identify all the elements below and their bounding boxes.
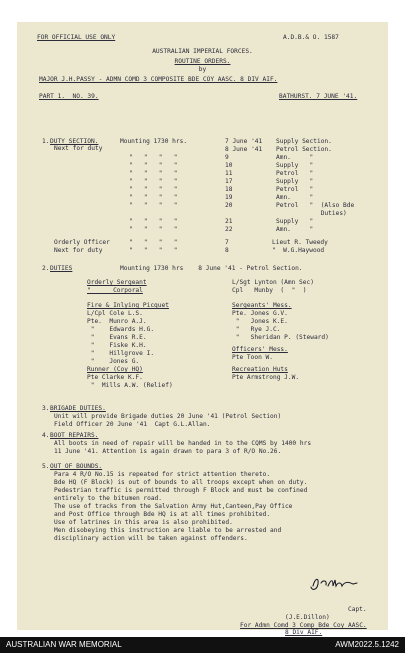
- duty-row-unit: Petrol Section.: [276, 146, 332, 153]
- duty-row-unit: Petrol " (Also Bde: [276, 202, 355, 209]
- officers-mess-heading: Officers' Mess.: [232, 346, 288, 353]
- recreation-heading: Recreation Huts: [232, 366, 288, 373]
- boot-repairs-line: All boots in need of repair will be handed in to the CQMS by 1400 hrs: [54, 440, 312, 447]
- orderly-corporal-name: Cpl Munby ( " ): [232, 287, 307, 294]
- duty-row-date: 20: [225, 202, 233, 209]
- runner-member: " Mills A.W. (Relief): [87, 382, 173, 389]
- runner-heading: Runner (Coy HQ): [87, 366, 143, 373]
- out-of-bounds-line: Men disobeying this instruction are liable to be arrested and: [54, 527, 282, 534]
- duty-row-ditto: " " " ": [129, 170, 178, 177]
- oo-row-date: 7: [225, 239, 229, 246]
- duty-section-heading: DUTY SECTION.: [50, 138, 99, 145]
- orderly-officer-label: Orderly Officer: [54, 239, 110, 246]
- signature-division: 8 Div AIF.: [285, 629, 323, 636]
- sergeants-mess-heading: Sergeants' Mess.: [232, 302, 292, 309]
- out-of-bounds-line: Use of latrines in this area is also prohibited.: [54, 519, 233, 526]
- sergeants-mess-member: " Jones K.E.: [232, 318, 288, 325]
- duty-row-date: 10: [225, 162, 233, 169]
- by-text: by: [198, 66, 207, 73]
- archive-item-number: AWM2022.5.1242: [335, 640, 399, 649]
- document-title: ROUTINE ORDERS.: [174, 58, 231, 65]
- duties-heading: DUTIES: [50, 265, 73, 272]
- force-title: AUSTRALIAN IMPERIAL FORCES.: [152, 48, 253, 55]
- mounting-time: Mounting 1730 hrs.: [120, 138, 188, 145]
- duty-row-ditto: " " " ": [129, 218, 178, 225]
- orderly-sergeant-label: Orderly Sergeant: [87, 279, 147, 286]
- signature-for-line: For Admn Comd 3 Comp Bde Coy AASC.: [240, 622, 367, 629]
- issuer-line: MAJOR J.H.PASSY - ADMN COMD 3 COMPOSITE BDE COY AASC. 8 DIV AIF.: [39, 76, 278, 83]
- duty-row-date: 17: [225, 178, 233, 185]
- sergeants-mess-member: " Rye J.C.: [232, 326, 281, 333]
- oo-row-name: " W.G.Haywood: [272, 247, 325, 254]
- handwritten-signature: [309, 574, 359, 594]
- out-of-bounds-heading: OUT OF BOUNDS.: [50, 463, 103, 470]
- oo-row-ditto: " " " ": [129, 247, 178, 254]
- oo-next-for-duty-label: Next for duty: [54, 247, 103, 254]
- section-number-1: 1.: [42, 138, 50, 145]
- fire-picquet-member: L/Cpl Cole L.S.: [87, 310, 143, 317]
- section-number-2: 2.: [42, 265, 50, 272]
- out-of-bounds-line: Pedestrian traffic is permitted through F Block and must be confined: [54, 487, 308, 494]
- duty-row-date: 21: [225, 218, 233, 225]
- duty-row-unit: Supply ": [276, 178, 314, 185]
- next-for-duty-label: Next for duty: [54, 145, 103, 152]
- duty-row-ditto: " " " ": [129, 226, 178, 233]
- brigade-duties-line: Unit will provide Brigade duties 20 June '41 (Petrol Section): [54, 413, 282, 420]
- fire-picquet-member: " Evans R.E.: [87, 334, 147, 341]
- duty-row-unit: Supply Section.: [276, 138, 332, 145]
- reference-number: A.D.B.& O. 1587: [283, 34, 339, 41]
- duty-row-date: 7 June '41: [225, 138, 263, 145]
- classification-text: FOR OFFICIAL USE ONLY: [37, 34, 116, 41]
- signature-name: (J.E.Dillon): [285, 614, 330, 621]
- sergeants-mess-member: " Sheridan P. (Steward): [232, 334, 329, 341]
- oo-row-date: 8: [225, 247, 229, 254]
- duty-row-unit: Petrol ": [276, 170, 314, 177]
- duty-row-ditto: " " " ": [129, 162, 178, 169]
- out-of-bounds-line: entirely to the bitumen road.: [54, 495, 163, 502]
- duty-row-ditto: " " " ": [129, 186, 178, 193]
- boot-repairs-line: 11 June '41. Attention is again drawn to para 3 of R/O No.26.: [54, 448, 282, 455]
- section-number-3: 3.: [42, 405, 50, 412]
- duty-row-date: 11: [225, 170, 233, 177]
- duty-row-unit: Amn. ": [276, 194, 314, 201]
- orderly-corporal-label: " Corporal: [87, 287, 143, 294]
- duty-row-ditto: " " " ": [129, 154, 178, 161]
- place-date: BATHURST. 7 JUNE '41.: [279, 93, 358, 100]
- boot-repairs-heading: BOOT REPAIRS.: [50, 432, 99, 439]
- duty-row-unit: Supply ": [276, 162, 314, 169]
- section-number-5: 5.: [42, 463, 50, 470]
- out-of-bounds-line: and Post Office through Bde HQ is at all times prohibited.: [54, 511, 271, 518]
- out-of-bounds-line: Bde HQ (F Block) is out of bounds to all troops except when on duty.: [54, 479, 308, 486]
- fire-picquet-member: Pte. Munro A.J.: [87, 318, 147, 325]
- duty-row-unit: Duties): [276, 210, 347, 217]
- officers-mess-member: Pte Toon W.: [232, 354, 273, 361]
- duty-row-ditto: " " " ": [129, 178, 178, 185]
- duty-row-unit: Supply ": [276, 218, 314, 225]
- duties-mounting: Mounting 1730 hrs 8 June '41 - Petrol Section.: [120, 265, 303, 272]
- orderly-sergeant-name: L/Sgt Lynton (Amn Sec): [232, 279, 314, 286]
- out-of-bounds-line: Para 4 R/O No.15 is repeated for strict attention thereto.: [54, 471, 271, 478]
- out-of-bounds-line: The use of tracks from the Salvation Army Hut,Canteen,Pay Office: [54, 503, 293, 510]
- fire-picquet-member: " Hillgrove I.: [87, 350, 155, 357]
- fire-picquet-heading: Fire & Inlying Picquet: [87, 302, 169, 309]
- signature-rank: Capt.: [348, 606, 367, 613]
- brigade-duties-heading: BRIGADE DUTIES.: [50, 405, 106, 412]
- duty-row-date: 8 June '41: [225, 146, 263, 153]
- out-of-bounds-line: disciplinary action will be taken against offenders.: [54, 535, 248, 542]
- duty-row-date: 22: [225, 226, 233, 233]
- duty-row-unit: Amn. ": [276, 154, 314, 161]
- duty-row-unit: Amn. ": [276, 226, 314, 233]
- runner-member: Pte Clarke K.F.: [87, 374, 143, 381]
- document-page: [17, 22, 388, 636]
- section-number-4: 4.: [42, 432, 50, 439]
- part-number: PART 1. NO. 39.: [39, 93, 99, 100]
- duty-row-date: 19: [225, 194, 233, 201]
- duty-row-date: 9: [225, 154, 229, 161]
- oo-row-ditto: " " " ": [129, 239, 178, 246]
- duty-row-ditto: " " " ": [129, 194, 178, 201]
- sergeants-mess-member: Pte. Jones G.V.: [232, 310, 288, 317]
- brigade-duties-line: Field Officer 20 June '41 Capt G.L.Allan.: [54, 421, 211, 428]
- fire-picquet-member: " Edwards H.G.: [87, 326, 155, 333]
- fire-picquet-member: " Fiske K.H.: [87, 342, 147, 349]
- archive-footer-bar: [0, 637, 405, 653]
- duty-row-unit: Petrol ": [276, 186, 314, 193]
- archive-name: AUSTRALIAN WAR MEMORIAL: [6, 640, 122, 649]
- fire-picquet-member: " Jones G.: [87, 358, 140, 365]
- duty-row-ditto: " " " ": [129, 202, 178, 209]
- oo-row-name: Lieut R. Tweedy: [272, 239, 328, 246]
- recreation-member: Pte Armstrong J.W.: [232, 374, 300, 381]
- duty-row-date: 18: [225, 186, 233, 193]
